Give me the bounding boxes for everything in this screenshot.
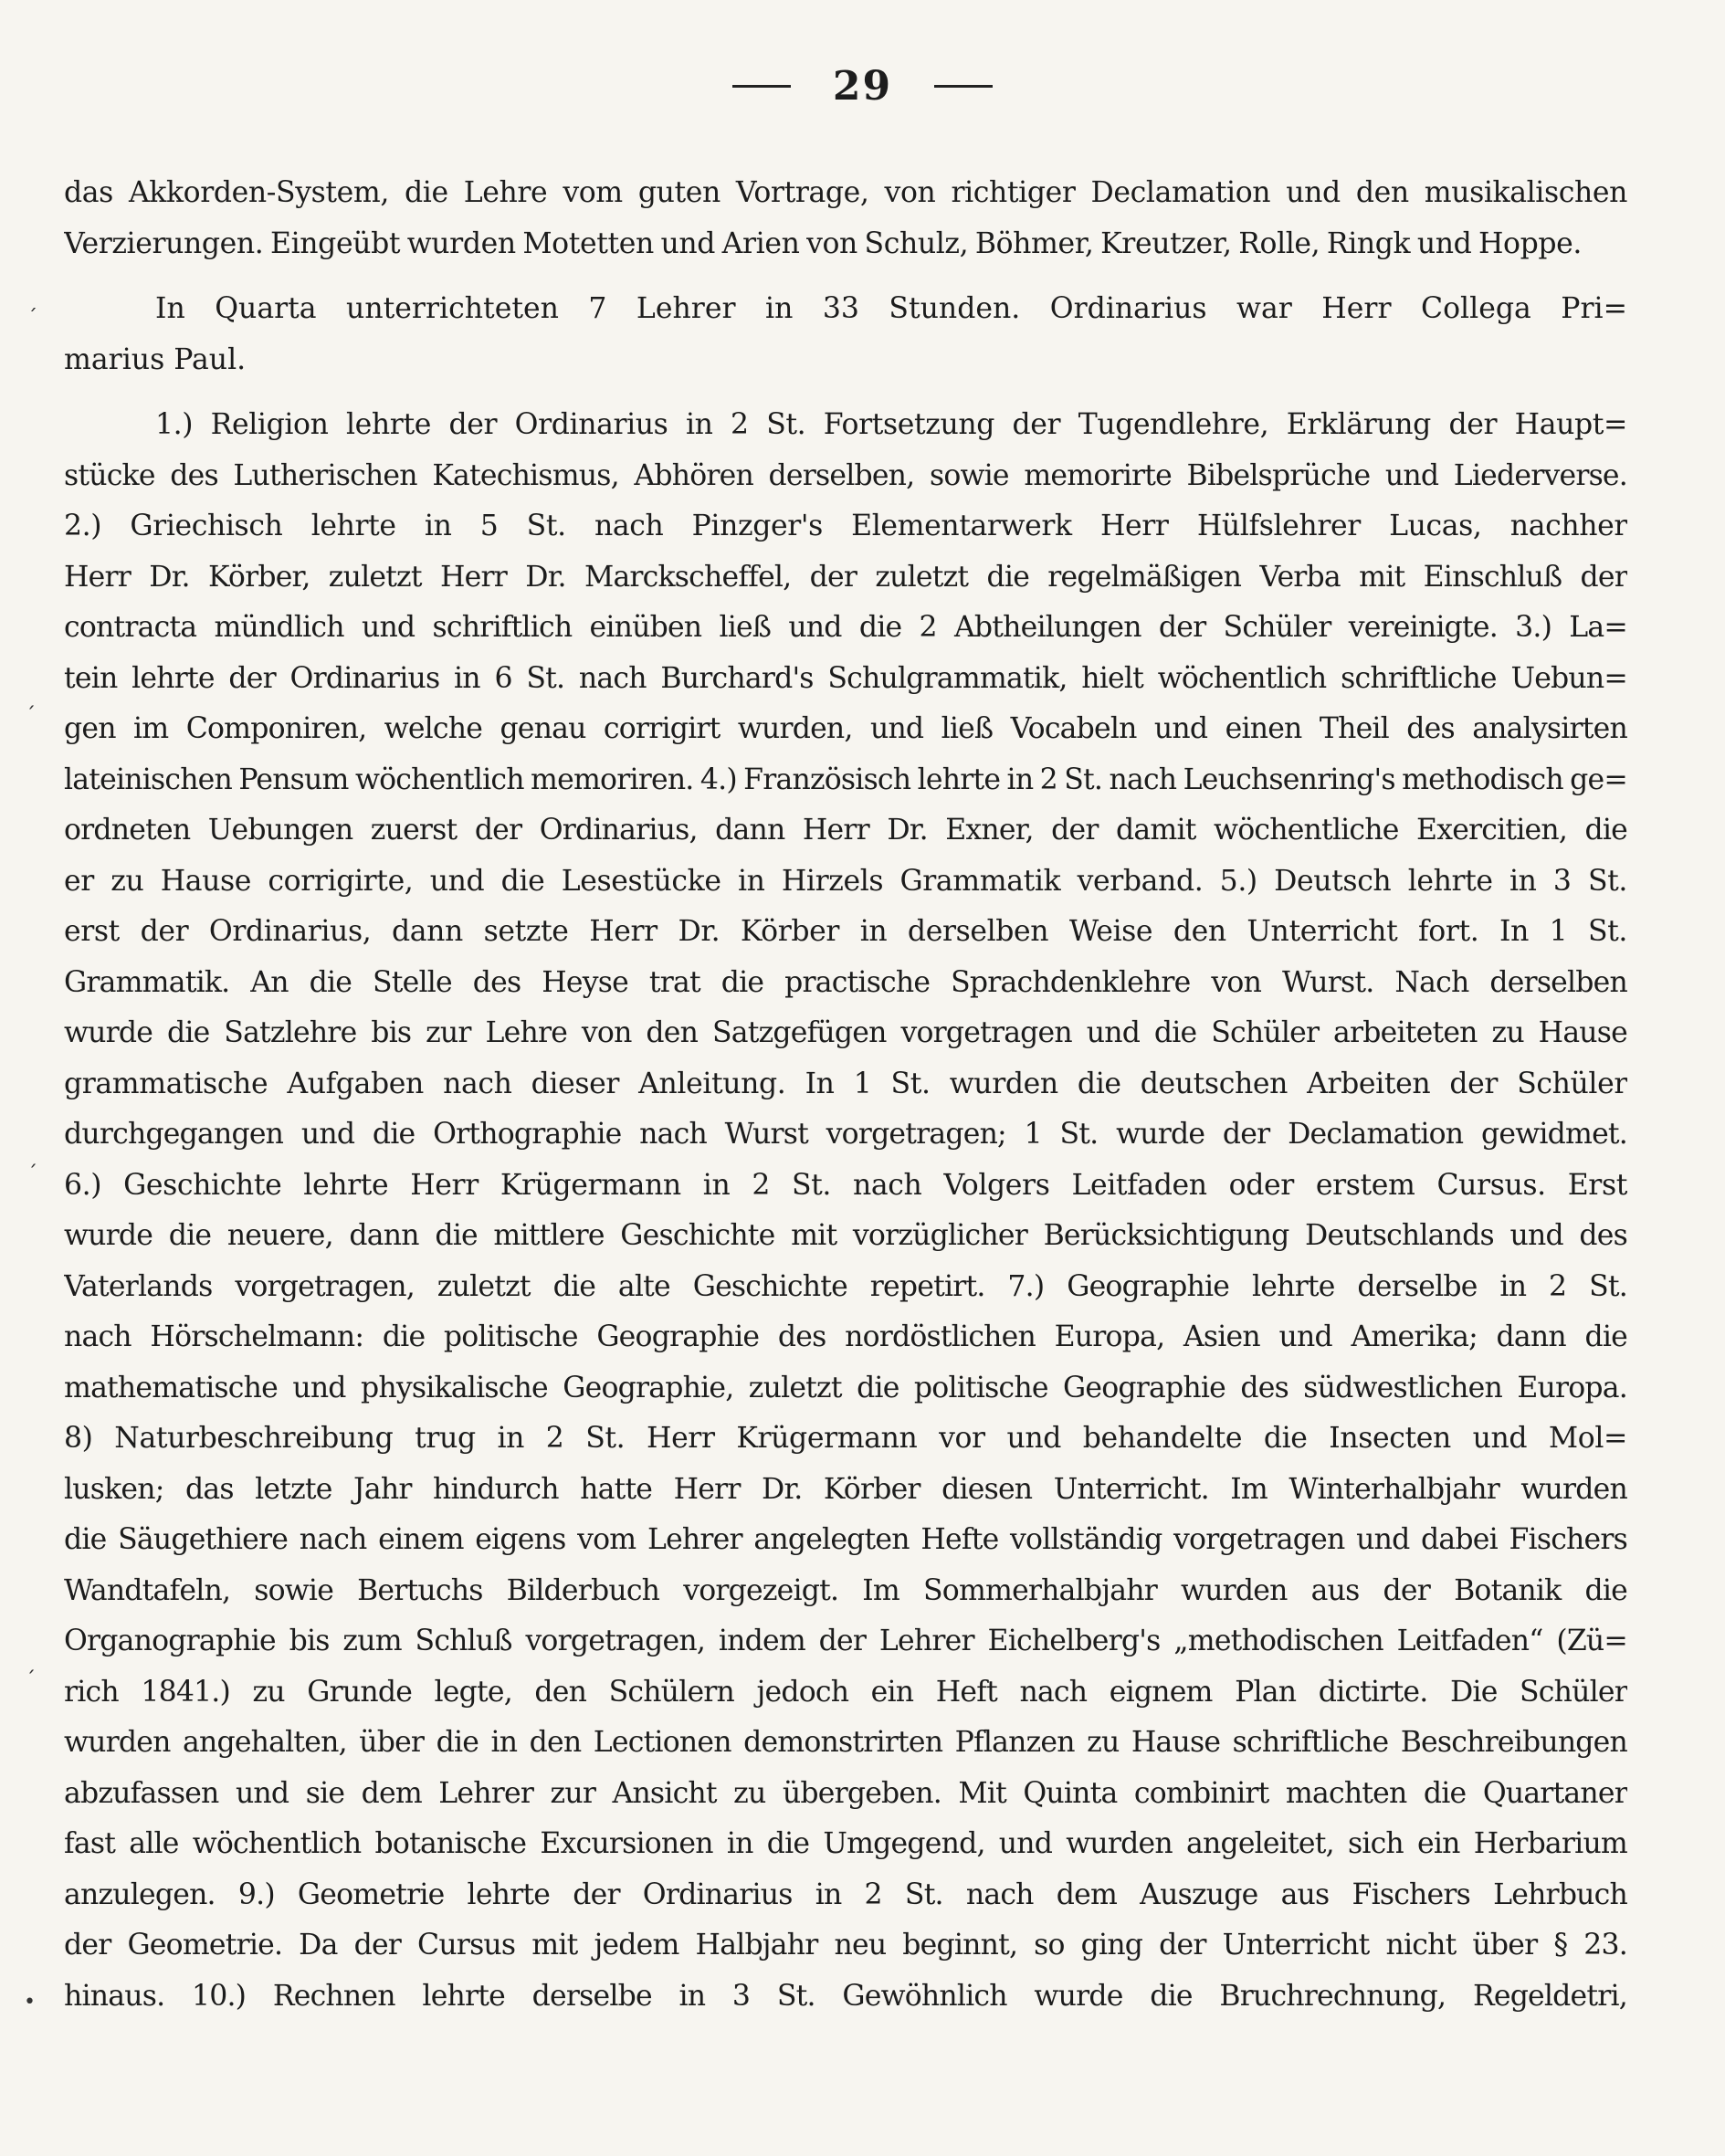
text-line: der Geometrie. Da der Cursus mit jedem Halbjahr neu beginnt, so ging der Unterricht nicht über § 23. [64, 1929, 1627, 1961]
text-line: lateinischen Pensum wöchentlich memoriren. 4.) Französisch lehrte in 2 St. nach Leuchsenring's methodisch ge= [64, 762, 1627, 796]
text-line: marius Paul. [64, 342, 247, 376]
margin-mark: • [24, 1991, 36, 2014]
text-line: mathematische und physikalische Geographie, zuletzt die politische Geographie des südwestlichen Europa. [64, 1371, 1627, 1404]
text-line: gen im Componiren, welche genau corrigirt wurden, und ließ Vocabeln und einen Theil des analysirten [64, 712, 1627, 745]
header-dash-right [934, 85, 993, 88]
text-line: Grammatik. An die Stelle des Heyse trat die practische Sprachdenklehre von Wurst. Nach derselben [64, 965, 1627, 999]
text-line: grammatische Aufgaben nach dieser Anleitung. In 1 St. wurden die deutschen Arbeiten der Schüler [64, 1067, 1627, 1100]
text-line: wurde die neuere, dann die mittlere Geschichte mit vorzüglicher Berücksichtigung Deutschlands und des [64, 1219, 1627, 1252]
text-line: Verzierungen. Eingeübt wurden Motetten und Arien von Schulz, Böhmer, Kreutzer, Rolle, Ringk und Hoppe. [64, 226, 1583, 260]
text-line: 1.) Religion lehrte der Ordinarius in 2 St. Fortsetzung der Tugendlehre, Erklärung der Haupt= [155, 408, 1627, 441]
text-line: hinaus. 10.) Rechnen lehrte derselbe in 3 St. Gewöhnlich wurde die Bruchrechnung, Regeldetri, [64, 1979, 1627, 2013]
text-line: Herr Dr. Körber, zuletzt Herr Dr. Marckscheffel, der zuletzt die regelmäßigen Verba mit Einschluß der [64, 560, 1627, 594]
text-line: abzufassen und sie dem Lehrer zur Ansicht zu übergeben. Mit Quinta combinirt machten die Quartaner [64, 1776, 1627, 1810]
text-line: stücke des Lutherischen Katechismus, Abhören derselben, sowie memorirte Bibelsprüche und Liederverse. [64, 458, 1627, 492]
paragraph-gap [64, 269, 1627, 284]
text-line: die Säugethiere nach einem eigens vom Lehrer angelegten Hefte vollständig vorgetragen und dabei Fischers [64, 1523, 1627, 1556]
text-line: er zu Hause corrigirte, und die Lesestücke in Hirzels Grammatik verband. 5.) Deutsch lehrte in 3 St. [64, 864, 1627, 898]
text-line: Vaterlands vorgetragen, zuletzt die alte Geschichte repetirt. 7.) Geographie lehrte derselbe in 2 St. [64, 1269, 1627, 1303]
text-line: 8) Naturbeschreibung trug in 2 St. Herr Krügermann vor und behandelte die Insecten und Mol= [64, 1422, 1627, 1455]
text-line: lusken; das letzte Jahr hindurch hatte Herr Dr. Körber diesen Unterricht. Im Winterhalbjahr wurden [64, 1472, 1627, 1506]
margin-mark: ˊ [27, 307, 37, 330]
body-text [64, 168, 1627, 2022]
text-line: rich 1841.) zu Grunde legte, den Schülern jedoch ein Heft nach eignem Plan dictirte. Die Schüler [64, 1675, 1627, 1709]
text-line: tein lehrte der Ordinarius in 6 St. nach Burchard's Schulgrammatik, hielt wöchentlich schriftliche Uebun= [64, 661, 1627, 695]
margin-mark: ˏ [26, 687, 36, 710]
text-line: In Quarta unterrichteten 7 Lehrer in 33 Stunden. Ordinarius war Herr Collega Pri= [155, 292, 1627, 325]
text-line: anzulegen. 9.) Geometrie lehrte der Ordinarius in 2 St. nach dem Auszuge aus Fischers Lehrbuch [64, 1877, 1627, 1911]
text-line: Organographie bis zum Schluß vorgetragen, indem der Lehrer Eichelberg's „methodischen Leitfaden“ (Zü= [64, 1625, 1627, 1657]
text-line: fast alle wöchentlich botanische Excursionen in die Umgegend, und wurden angeleitet, sich ein Herbarium [64, 1827, 1627, 1860]
text-line: erst der Ordinarius, dann setzte Herr Dr. Körber in derselben Weise den Unterricht fort. In 1 St. [64, 915, 1627, 948]
text-line: contracta mündlich und schriftlich einüben ließ und die 2 Abtheilungen der Schüler vereinigte. 3.) La= [64, 611, 1627, 644]
text-line: nach Hörschelmann: die politische Geographie des nordöstlichen Europa, Asien und Amerika; dann die [64, 1320, 1627, 1353]
margin-mark: ˏ [27, 1145, 37, 1168]
page-number: 29 [832, 63, 893, 110]
paragraph-gap [64, 385, 1627, 400]
text-line: wurden angehalten, über die in den Lectionen demonstrirten Pflanzen zu Hause schriftliche Beschreibungen [64, 1726, 1627, 1759]
text-line: das Akkorden-System, die Lehre vom guten Vortrage, von richtiger Declamation und den musikalischen [64, 176, 1627, 209]
text-line: durchgegangen und die Orthographie nach Wurst vorgetragen; 1 St. wurde der Declamation gewidmet. [64, 1118, 1627, 1151]
text-line: 2.) Griechisch lehrte in 5 St. nach Pinzger's Elementarwerk Herr Hülfslehrer Lucas, nachher [64, 510, 1627, 542]
margin-mark: ˏ [26, 1651, 36, 1674]
text-line: 6.) Geschichte lehrte Herr Krügermann in 2 St. nach Volgers Leitfaden oder erstem Cursus. Erst [64, 1168, 1627, 1202]
text-line: wurde die Satzlehre bis zur Lehre von den Satzgefügen vorgetragen und die Schüler arbeiteten zu Hause [64, 1016, 1627, 1049]
page-header [0, 60, 1725, 110]
text-line: Wandtafeln, sowie Bertuchs Bilderbuch vorgezeigt. Im Sommerhalbjahr wurden aus der Botanik die [64, 1573, 1627, 1607]
text-line: ordneten Uebungen zuerst der Ordinarius, dann Herr Dr. Exner, der damit wöchentliche Exercitien, die [64, 814, 1627, 847]
header-dash-left [732, 85, 791, 88]
